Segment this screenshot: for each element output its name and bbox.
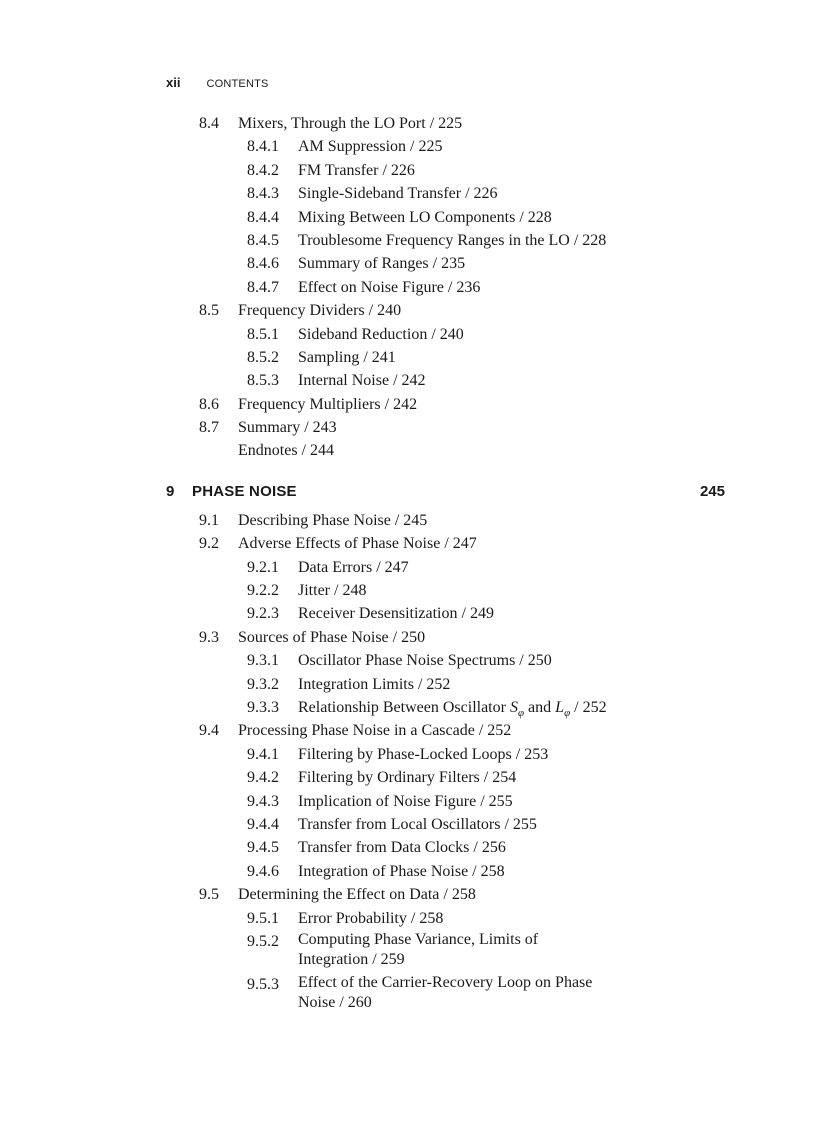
chapter-heading-9[interactable] — [0, 463, 816, 509]
table-of-contents — [0, 112, 816, 1017]
toc-number: 8.7 — [199, 419, 219, 437]
title-line-1: Computing Phase Variance, Limits of — [298, 930, 539, 948]
toc-title: Single-Sideband Transfer / 226 — [298, 185, 498, 203]
toc-title: Sampling / 241 — [298, 348, 396, 366]
toc-title: Frequency Multipliers / 242 — [238, 395, 418, 413]
toc-title: Describing Phase Noise / 245 — [238, 511, 428, 529]
title-part: and — [524, 698, 556, 716]
toc-number: 9.5.1 — [247, 909, 279, 927]
toc-entry-endnotes[interactable] — [0, 439, 816, 462]
chapter-number: 9 — [166, 482, 175, 500]
toc-title: Implication of Noise Figure / 255 — [298, 792, 513, 810]
page-header — [166, 74, 269, 92]
folio-page-number: xii — [166, 75, 181, 90]
toc-title: Filtering by Phase-Locked Loops / 253 — [298, 745, 549, 763]
toc-entry-8-4-1[interactable] — [0, 135, 816, 158]
toc-number: 9.4 — [199, 722, 219, 740]
toc-entry-9-5-3[interactable] — [0, 973, 816, 1016]
toc-entry-8-5-1[interactable] — [0, 323, 816, 346]
toc-number: 8.6 — [199, 395, 219, 413]
toc-number: 8.4.4 — [247, 208, 279, 226]
toc-entry-8-6[interactable] — [0, 393, 816, 416]
toc-title: Jitter / 248 — [298, 582, 367, 600]
toc-title: Endnotes / 244 — [238, 442, 334, 460]
toc-number: 9.5 — [199, 886, 219, 904]
title-line-1: Effect of the Carrier-Recovery Loop on Phase — [298, 974, 593, 992]
toc-entry-9-4-3[interactable] — [0, 790, 816, 813]
toc-number: 8.4.5 — [247, 231, 279, 249]
toc-title: Integration Limits / 252 — [298, 675, 451, 693]
toc-number: 8.4.7 — [247, 278, 279, 296]
toc-title: Data Errors / 247 — [298, 558, 409, 576]
toc-number: 9.3.2 — [247, 675, 279, 693]
toc-entry-9-4-5[interactable] — [0, 836, 816, 859]
toc-title: Summary / 243 — [238, 419, 337, 437]
toc-number: 9.2.3 — [247, 605, 279, 623]
running-head: CONTENTS — [206, 78, 269, 90]
toc-title: AM Suppression / 225 — [298, 138, 443, 156]
chapter-page: 245 — [699, 482, 725, 500]
toc-title: Frequency Dividers / 240 — [238, 302, 402, 320]
toc-entry-9-4[interactable] — [0, 719, 816, 742]
toc-number: 9.4.3 — [247, 792, 279, 810]
toc-number: 8.4.1 — [247, 138, 279, 156]
toc-entry-8-5-3[interactable] — [0, 369, 816, 392]
toc-entry-9-4-4[interactable] — [0, 813, 816, 836]
toc-title: Filtering by Ordinary Filters / 254 — [298, 769, 517, 787]
toc-entry-9-4-2[interactable] — [0, 766, 816, 789]
chapter-title: PHASE NOISE — [192, 482, 297, 500]
toc-title: Determining the Effect on Data / 258 — [238, 886, 476, 904]
toc-entry-8-4-3[interactable] — [0, 182, 816, 205]
toc-number: 9.4.4 — [247, 815, 279, 833]
toc-number: 9.2.1 — [247, 558, 279, 576]
toc-number: 9.3.1 — [247, 652, 279, 670]
toc-title: Adverse Effects of Phase Noise / 247 — [238, 535, 477, 553]
title-part: / 252 — [570, 698, 607, 716]
toc-title: Mixing Between LO Components / 228 — [298, 208, 552, 226]
toc-title: FM Transfer / 226 — [298, 161, 415, 179]
toc-number: 8.5.3 — [247, 372, 279, 390]
toc-title: Summary of Ranges / 235 — [298, 255, 466, 273]
toc-entry-8-5[interactable] — [0, 299, 816, 322]
toc-title: Processing Phase Noise in a Cascade / 252 — [238, 722, 512, 740]
toc-entry-9-3-1[interactable] — [0, 649, 816, 672]
toc-title: Oscillator Phase Noise Spectrums / 250 — [298, 652, 552, 670]
toc-number: 9.4.1 — [247, 745, 279, 763]
toc-title: Sideband Reduction / 240 — [298, 325, 464, 343]
toc-number: 9.4.2 — [247, 769, 279, 787]
toc-entry-9-3-2[interactable] — [0, 673, 816, 696]
toc-number: 9.4.6 — [247, 862, 279, 880]
toc-entry-9-2-2[interactable] — [0, 579, 816, 602]
toc-entry-8-4-7[interactable] — [0, 276, 816, 299]
title-part: Relationship Between Oscillator — [298, 698, 510, 716]
toc-number: 9.5.2 — [247, 932, 279, 950]
toc-title: Transfer from Data Clocks / 256 — [298, 839, 506, 857]
toc-entry-9-5[interactable] — [0, 883, 816, 906]
toc-entry-8-4-4[interactable] — [0, 206, 816, 229]
toc-entry-9-3[interactable] — [0, 626, 816, 649]
toc-title: Receiver Desensitization / 249 — [298, 605, 494, 623]
subscript-phi: φ — [564, 706, 571, 719]
toc-title — [298, 930, 538, 970]
toc-title — [298, 973, 592, 1013]
toc-entry-9-5-1[interactable] — [0, 907, 816, 930]
toc-number: 9.1 — [199, 511, 219, 529]
toc-title: Effect on Noise Figure / 236 — [298, 278, 481, 296]
subscript-phi: φ — [517, 706, 525, 719]
toc-number: 9.3 — [199, 628, 219, 646]
toc-title — [298, 696, 607, 721]
toc-number: 9.2.2 — [247, 582, 279, 600]
title-line-2: Noise / 260 — [298, 994, 372, 1012]
toc-entry-9-4-1[interactable] — [0, 743, 816, 766]
toc-number: 8.4 — [199, 115, 219, 132]
toc-title: Sources of Phase Noise / 250 — [238, 628, 426, 646]
toc-number: 9.3.3 — [247, 698, 279, 716]
symbol-s: S — [509, 698, 518, 716]
toc-number: 8.4.2 — [247, 161, 279, 179]
toc-entry-8-5-2[interactable] — [0, 346, 816, 369]
toc-number: 8.4.6 — [247, 255, 279, 273]
toc-entry-8-4-2[interactable] — [0, 159, 816, 182]
title-line-2: Integration / 259 — [298, 950, 405, 968]
toc-number: 8.5 — [199, 302, 219, 320]
toc-entry-9-2[interactable] — [0, 532, 816, 555]
toc-title: Internal Noise / 242 — [298, 372, 426, 390]
toc-title: Troublesome Frequency Ranges in the LO / 228 — [298, 231, 607, 249]
toc-title: Integration of Phase Noise / 258 — [298, 862, 505, 880]
toc-entry-9-2-1[interactable] — [0, 556, 816, 579]
toc-number: 9.4.5 — [247, 839, 279, 857]
symbol-l: L — [555, 698, 565, 716]
toc-number: 8.5.1 — [247, 325, 279, 343]
toc-entry-9-5-2[interactable] — [0, 930, 816, 973]
toc-title: Mixers, Through the LO Port / 225 — [238, 115, 463, 132]
toc-entry-9-4-6[interactable] — [0, 860, 816, 883]
toc-number: 8.5.2 — [247, 348, 279, 366]
toc-entry-9-2-3[interactable] — [0, 602, 816, 625]
toc-entry-8-7[interactable] — [0, 416, 816, 439]
toc-number: 8.4.3 — [247, 185, 279, 203]
toc-title: Transfer from Local Oscillators / 255 — [298, 815, 537, 833]
toc-entry-8-4[interactable] — [0, 112, 816, 135]
toc-title: Error Probability / 258 — [298, 909, 444, 927]
toc-number: 9.5.3 — [247, 976, 279, 994]
toc-entry-9-1[interactable] — [0, 509, 816, 532]
toc-number: 9.2 — [199, 535, 219, 553]
toc-entry-8-4-5[interactable] — [0, 229, 816, 252]
toc-entry-9-3-3[interactable] — [0, 696, 816, 719]
toc-entry-8-4-6[interactable] — [0, 252, 816, 275]
